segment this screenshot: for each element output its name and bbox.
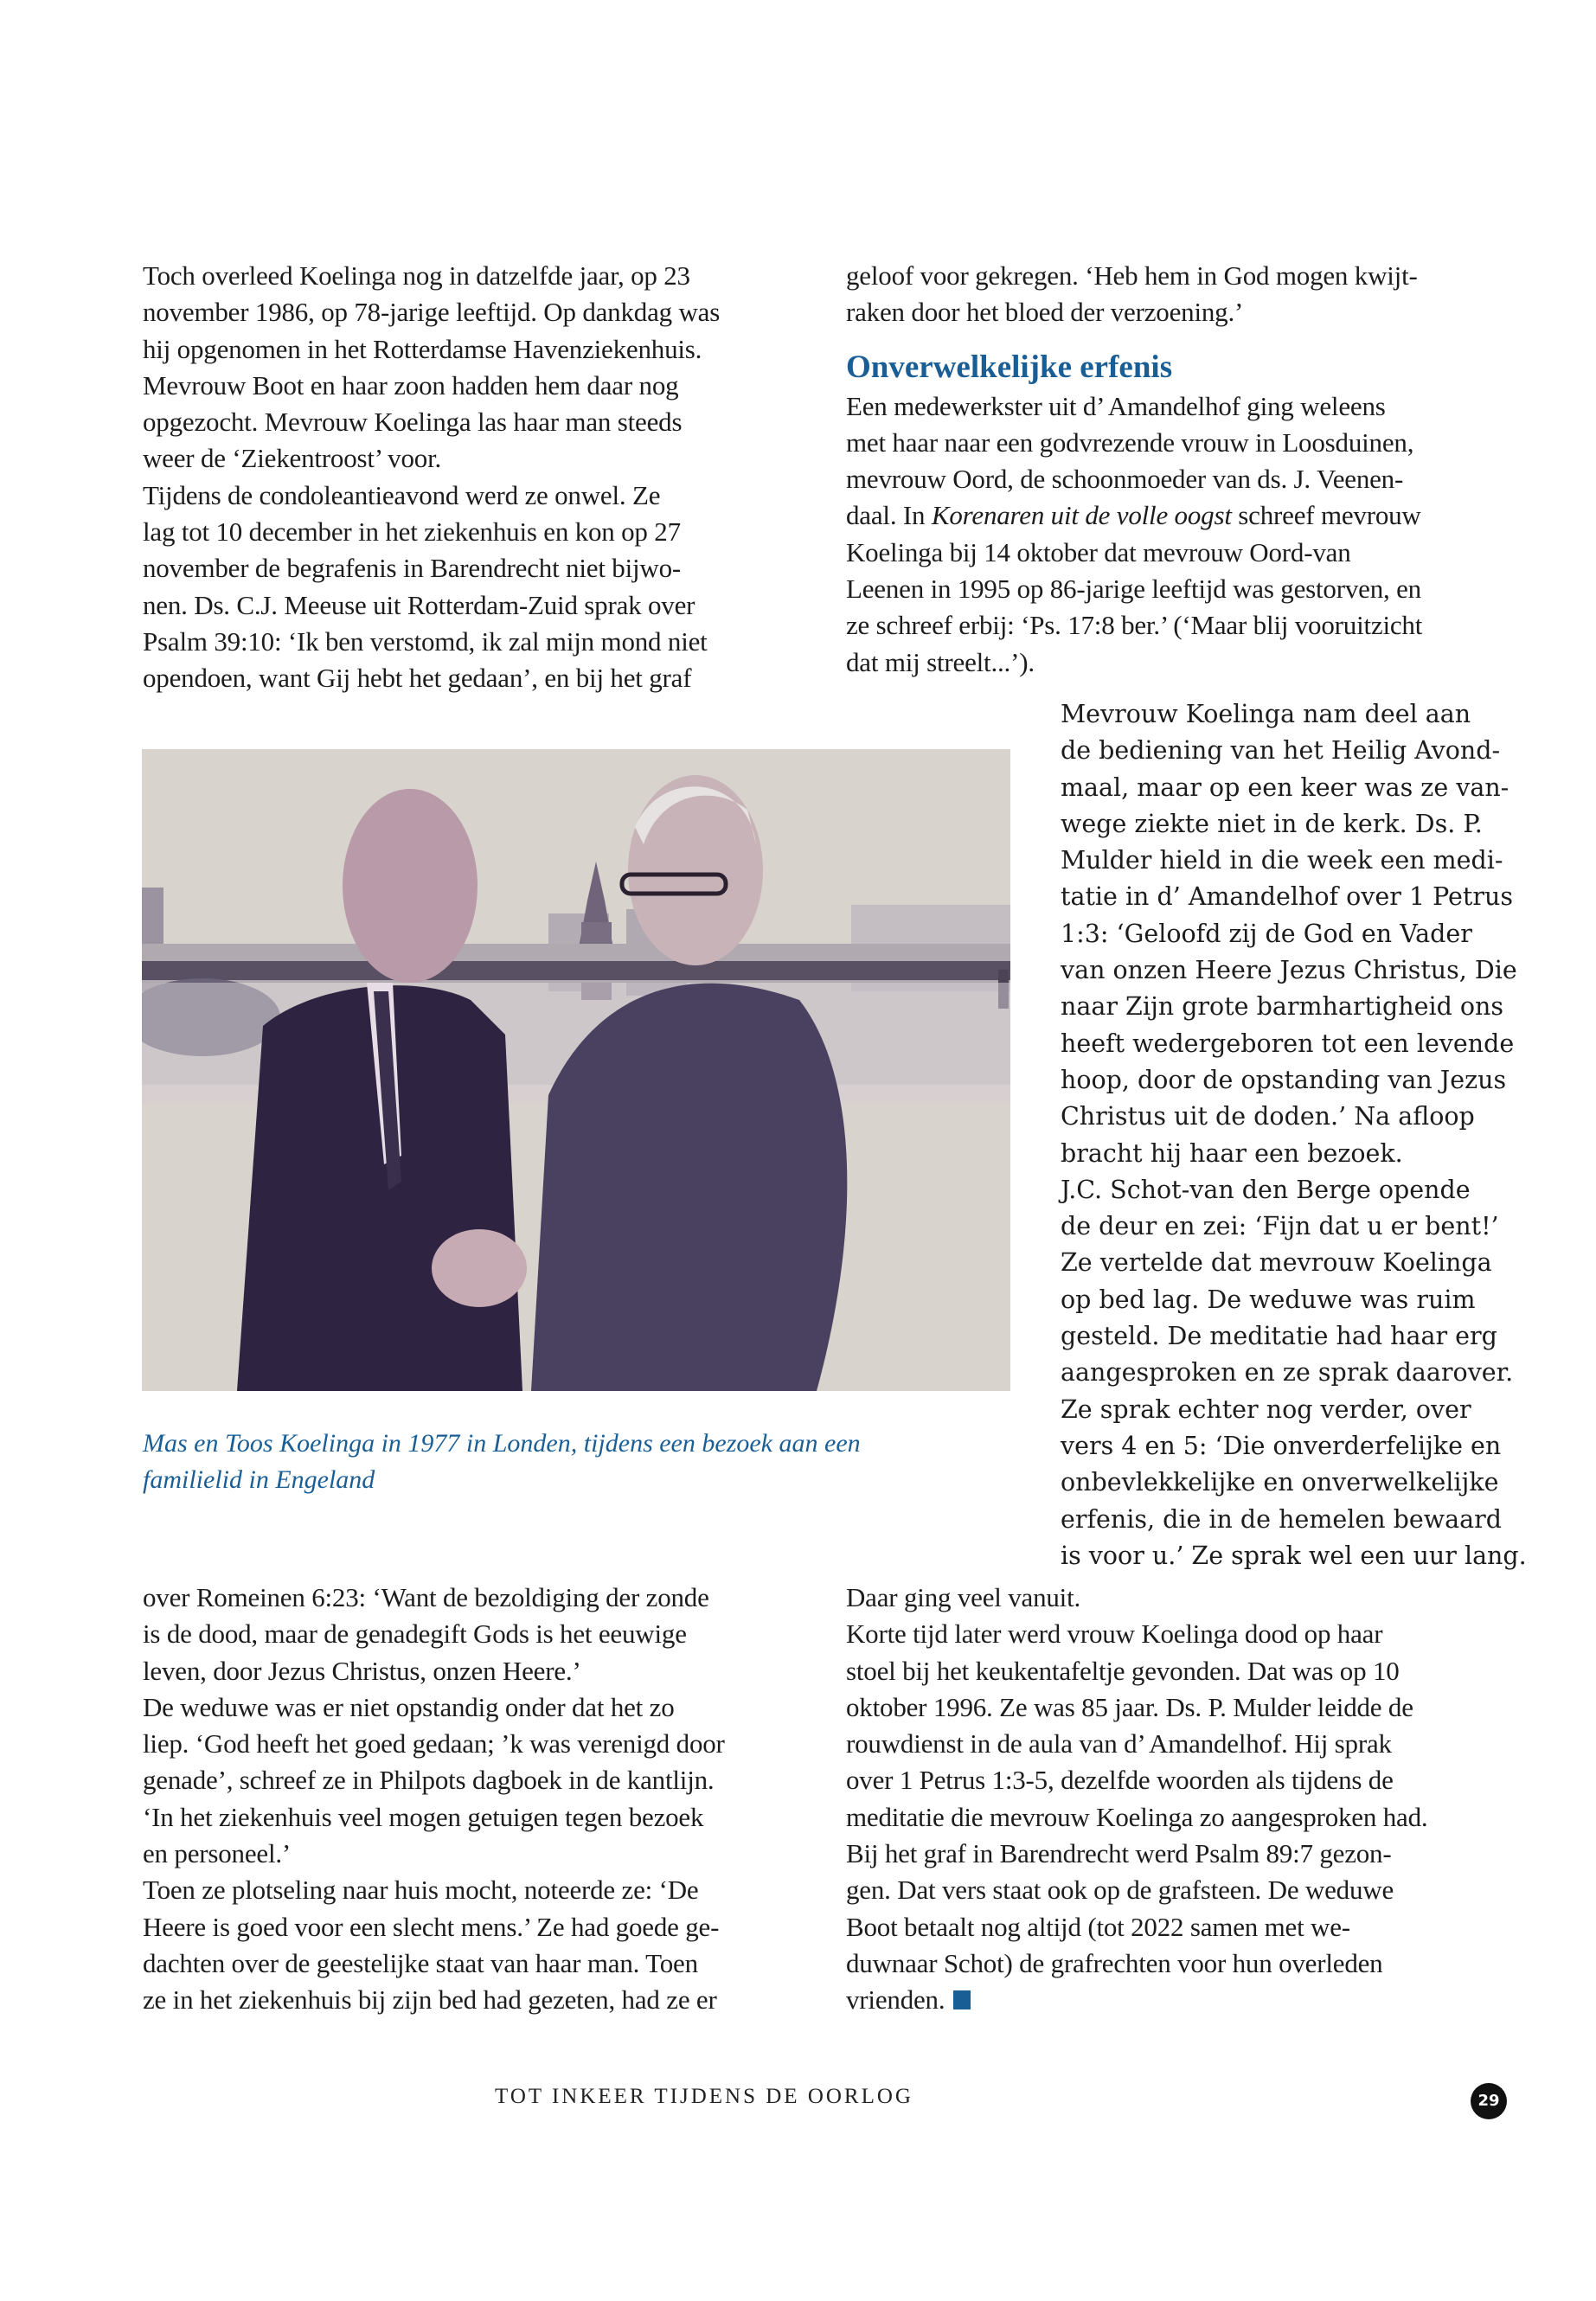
text-line: opgezocht. Mevrouw Koelinga las haar man steeds	[143, 407, 683, 438]
text-line: Ze sprak echter nog verder, over	[1061, 1394, 1471, 1424]
text-line: Tijdens de condoleantieavond werd ze onwel. Ze	[143, 479, 661, 510]
text-line: met haar naar een godvrezende vrouw in Loosduinen,	[846, 426, 1414, 458]
text-line: heeft wedergeboren tot een levende	[1061, 1029, 1515, 1058]
text-line: erfenis, die in de hemelen bewaard	[1061, 1504, 1502, 1534]
text-line: Bij het graf in Barendrecht werd Psalm 89:7 gezon-	[846, 1838, 1392, 1869]
text-line: duwnaar Schot) de grafrechten voor hun overleden	[846, 1947, 1383, 1978]
text-line: over 1 Petrus 1:3-5, dezelfde woorden als tijdens de	[846, 1765, 1394, 1796]
running-footer-title: TOT INKEER TIJDENS DE OORLOG	[495, 2085, 913, 2108]
left-column-top	[143, 258, 817, 697]
text-line: oktober 1996. Ze was 85 jaar. Ds. P. Mulder leidde de	[846, 1691, 1413, 1722]
text-line: vers 4 en 5: ‘Die onverderfelijke en	[1061, 1431, 1502, 1460]
text-line: Koelinga bij 14 oktober dat mevrouw Oord-van	[846, 536, 1351, 567]
photo-caption	[143, 1426, 973, 1498]
text-line: de bediening van het Heilig Avond-	[1061, 736, 1501, 766]
text-line: Daar ging veel vanuit.	[846, 1582, 1081, 1612]
text-line: aangesproken en ze sprak daarover.	[1061, 1358, 1514, 1388]
text-line: weer de ‘Ziekentroost’ voor.	[143, 443, 442, 474]
photo-woman-head	[628, 775, 763, 965]
text-line: rouwdienst in de aula van d’ Amandelhof. Hij sprak	[846, 1728, 1392, 1759]
text-line: liep. ‘God heeft het goed gedaan; ’k was verenigd door	[143, 1728, 725, 1759]
book-title: Korenaren uit de volle oogst	[931, 500, 1232, 531]
text-line: De weduwe was er niet opstandig onder dat het zo	[143, 1691, 675, 1722]
photo-man-head	[343, 789, 478, 983]
section-heading: Onverwelkelijke erfenis	[846, 349, 1173, 385]
text-line: dat mij streelt...’).	[846, 646, 1035, 677]
text-line: november de begrafenis in Barendrecht niet bijwo-	[143, 553, 682, 584]
text-line: hoop, door de opstanding van Jezus	[1061, 1065, 1507, 1094]
text-line: Ze vertelde dat mevrouw Koelinga	[1061, 1248, 1492, 1278]
text-line: Heere is goed voor een slecht mens.’ Ze had goede ge-	[143, 1911, 720, 1942]
text-line: Christus uit de doden.’ Na afloop	[1061, 1102, 1475, 1131]
text-line: geloof voor gekregen. ‘Heb hem in God mogen kwijt-	[846, 260, 1418, 291]
text-line: november 1986, op 78-jarige leeftijd. Op dankdag was	[143, 297, 721, 328]
text-line: mevrouw Oord, de schoonmoeder van ds. J. Veenen-	[846, 464, 1404, 495]
photo-couple-london	[142, 749, 1010, 1391]
text-line: Korte tijd later werd vrouw Koelinga dood op haar	[846, 1618, 1383, 1650]
text-after-title: schreef mevrouw	[1231, 500, 1421, 531]
text-line: 1:3: ‘Geloofd zij de God en Vader	[1061, 919, 1472, 948]
caption-line: Mas en Toos Koelinga in 1977 in Londen, tijdens een bezoek aan een	[143, 1429, 861, 1458]
text-line: is voor u.’ Ze sprak wel een uur lang.	[1061, 1541, 1527, 1570]
end-of-article-square-icon	[953, 1990, 971, 2009]
text-line: Boot betaalt nog altijd (tot 2022 samen met we-	[846, 1911, 1350, 1942]
text-line: wege ziekte niet in de kerk. Ds. P.	[1061, 809, 1483, 838]
text-line: ze schreef erbij: ‘Ps. 17:8 ber.’ (‘Maar blij vooruitzicht	[846, 610, 1423, 641]
text-line: onbevlekkelijke en onverwelkelijke	[1061, 1468, 1499, 1497]
text-line: lag tot 10 december in het ziekenhuis en kon op 27	[143, 516, 681, 548]
left-column-bottom	[143, 1580, 817, 2019]
text-line: de deur en zei: ‘Fijn dat u er bent!’	[1061, 1212, 1499, 1241]
text-line: J.C. Schot-van den Berge opende	[1061, 1175, 1471, 1204]
photo-woman-hand	[432, 1229, 527, 1307]
photo-illustration	[142, 749, 1010, 1391]
text-line: genade’, schreef ze in Philpots dagboek in de kantlijn.	[143, 1765, 715, 1796]
text-line: Mevrouw Boot en haar zoon hadden hem daar nog	[143, 369, 679, 401]
text-line: gen. Dat vers staat ook op de grafsteen. De weduwe	[846, 1875, 1394, 1906]
final-line-text: vrienden.	[846, 1984, 945, 2016]
text-line: meditatie die mevrouw Koelinga zo aangesproken had.	[846, 1801, 1428, 1832]
text-line: Psalm 39:10: ‘Ik ben verstomd, ik zal mijn mond niet	[143, 625, 708, 657]
text-before-title: daal. In	[846, 500, 932, 531]
text-line: Een medewerkster uit d’ Amandelhof ging weleens	[846, 390, 1386, 421]
text-line: van onzen Heere Jezus Christus, Die	[1061, 956, 1517, 985]
text-line: en personeel.’	[143, 1838, 292, 1869]
text-line: leven, door Jezus Christus, onzen Heere.’	[143, 1655, 581, 1686]
text-line: bracht hij haar een bezoek.	[1061, 1138, 1403, 1168]
right-column-top	[846, 258, 1529, 681]
paragraph-line-with-title	[846, 497, 1529, 534]
text-line: ze in het ziekenhuis bij zijn bed had gezeten, had ze er	[143, 1984, 717, 2016]
text-line: ‘In het ziekenhuis veel mogen getuigen tegen bezoek	[143, 1801, 704, 1832]
text-line: opendoen, want Gij hebt het gedaan’, en bij het graf	[143, 663, 692, 694]
text-line: naar Zijn grote barmhartigheid ons	[1061, 992, 1504, 1022]
right-column-inset	[1061, 696, 1528, 1574]
text-line: Toen ze plotseling naar huis mocht, noteerde ze: ‘De	[143, 1875, 699, 1906]
text-line: tatie in d’ Amandelhof over 1 Petrus	[1061, 882, 1513, 912]
text-line: is de dood, maar de genadegift Gods is het eeuwige	[143, 1618, 687, 1650]
text-line: Leenen in 1995 op 86-jarige leeftijd was gestorven, en	[846, 574, 1421, 605]
text-line: nen. Ds. C.J. Meeuse uit Rotterdam-Zuid sprak over	[143, 589, 695, 620]
final-line	[846, 1982, 1529, 2018]
text-line: stoel bij het keukentafeltje gevonden. Dat was op 10	[846, 1655, 1400, 1686]
text-line: Toch overleed Koelinga nog in datzelfde jaar, op 23	[143, 260, 690, 291]
text-line: Mevrouw Koelinga nam deel aan	[1061, 700, 1471, 728]
text-line: maal, maar op een keer was ze van-	[1061, 772, 1509, 802]
text-line: raken door het bloed der verzoening.’	[846, 297, 1244, 328]
text-line: dachten over de geestelijke staat van haar man. Toen	[143, 1947, 698, 1978]
right-column-bottom	[846, 1580, 1529, 2019]
text-line: hij opgenomen in het Rotterdamse Havenziekenhuis.	[143, 333, 702, 364]
photo-bridge	[142, 961, 1010, 980]
text-line: over Romeinen 6:23: ‘Want de bezoldiging der zonde	[143, 1582, 709, 1612]
caption-line: familielid in Engeland	[143, 1465, 375, 1494]
text-line: op bed lag. De weduwe was ruim	[1061, 1285, 1476, 1314]
text-line: gesteld. De meditatie had haar erg	[1061, 1322, 1497, 1351]
text-line: Mulder hield in die week een medi-	[1061, 846, 1503, 875]
page-number-badge: 29	[1471, 2083, 1507, 2119]
